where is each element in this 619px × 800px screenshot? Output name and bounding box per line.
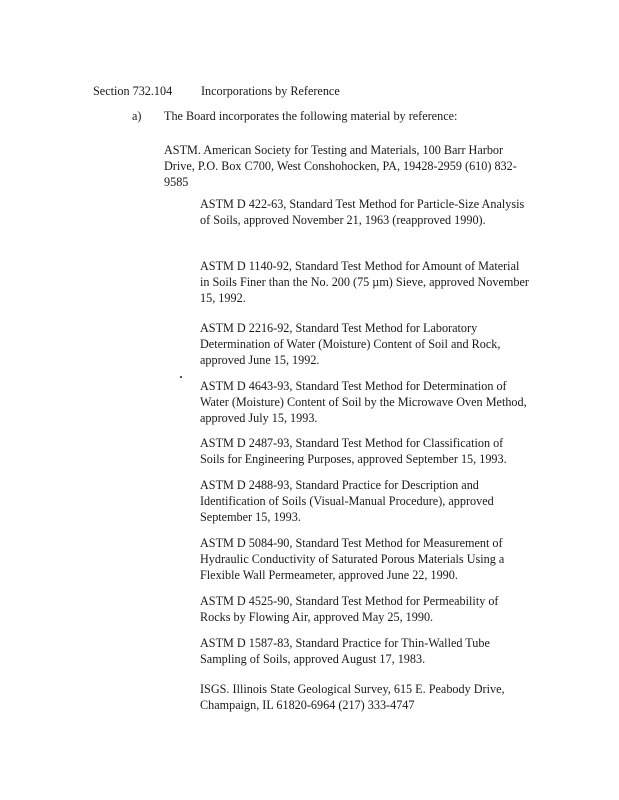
reference-astm-d5084: ASTM D 5084-90, Standard Test Method for Measurement of Hydraulic Conductivity of Saturated Porous Materials Using a Flexible Wall Permeameter, approved June 22, 1990. bbox=[200, 536, 505, 582]
reference-astm-d1587: ASTM D 1587-83, Standard Practice for Thin-Walled Tube Sampling of Soils, approved August 17, 1983. bbox=[200, 636, 490, 666]
reference-astm-d1140: ASTM D 1140-92, Standard Test Method for Amount of Material in Soils Finer than the No. 200 (75 µm) Sieve, approved November 15, 1992. bbox=[200, 259, 529, 305]
reference-astm-d2488: ASTM D 2488-93, Standard Practice for Description and Identification of Soils (Visual-Manual Procedure), approved September 15, 1993. bbox=[200, 478, 494, 524]
reference-astm-d2487: ASTM D 2487-93, Standard Test Method for Classification of Soils for Engineering Purposes, approved September 15, 1993. bbox=[200, 436, 507, 466]
reference-astm-d2216: ASTM D 2216-92, Standard Test Method for Laboratory Determination of Water (Moisture) Content of Soil and Rock, approved June 15, 1992. bbox=[200, 321, 501, 367]
astm-organization: ASTM. American Society for Testing and Materials, 100 Barr Harbor Drive, P.O. Box C700, West Conshohocken, PA, 19428-2959 (610) 832-9585 bbox=[164, 143, 517, 189]
stray-mark bbox=[180, 376, 182, 378]
paragraph-a bbox=[132, 108, 458, 124]
section-number: Section 732.104 bbox=[93, 84, 173, 98]
reference-astm-d4643: ASTM D 4643-93, Standard Test Method for Determination of Water (Moisture) Content of Soil by the Microwave Oven Method, approved July 15, 1993. bbox=[200, 379, 527, 425]
isgs-organization: ISGS. Illinois State Geological Survey, 615 E. Peabody Drive, Champaign, IL 61820-6964 (217) 333-4747 bbox=[200, 682, 505, 712]
section-title: Incorporations by Reference bbox=[201, 84, 340, 98]
paragraph-a-label: a) bbox=[132, 109, 142, 123]
section-heading bbox=[93, 83, 340, 99]
reference-astm-d4525: ASTM D 4525-90, Standard Test Method for Permeability of Rocks by Flowing Air, approved May 25, 1990. bbox=[200, 594, 499, 624]
paragraph-a-text: The Board incorporates the following material by reference: bbox=[164, 109, 458, 123]
reference-astm-d422: ASTM D 422-63, Standard Test Method for Particle-Size Analysis of Soils, approved November 21, 1963 (reapproved 1990). bbox=[200, 197, 525, 227]
